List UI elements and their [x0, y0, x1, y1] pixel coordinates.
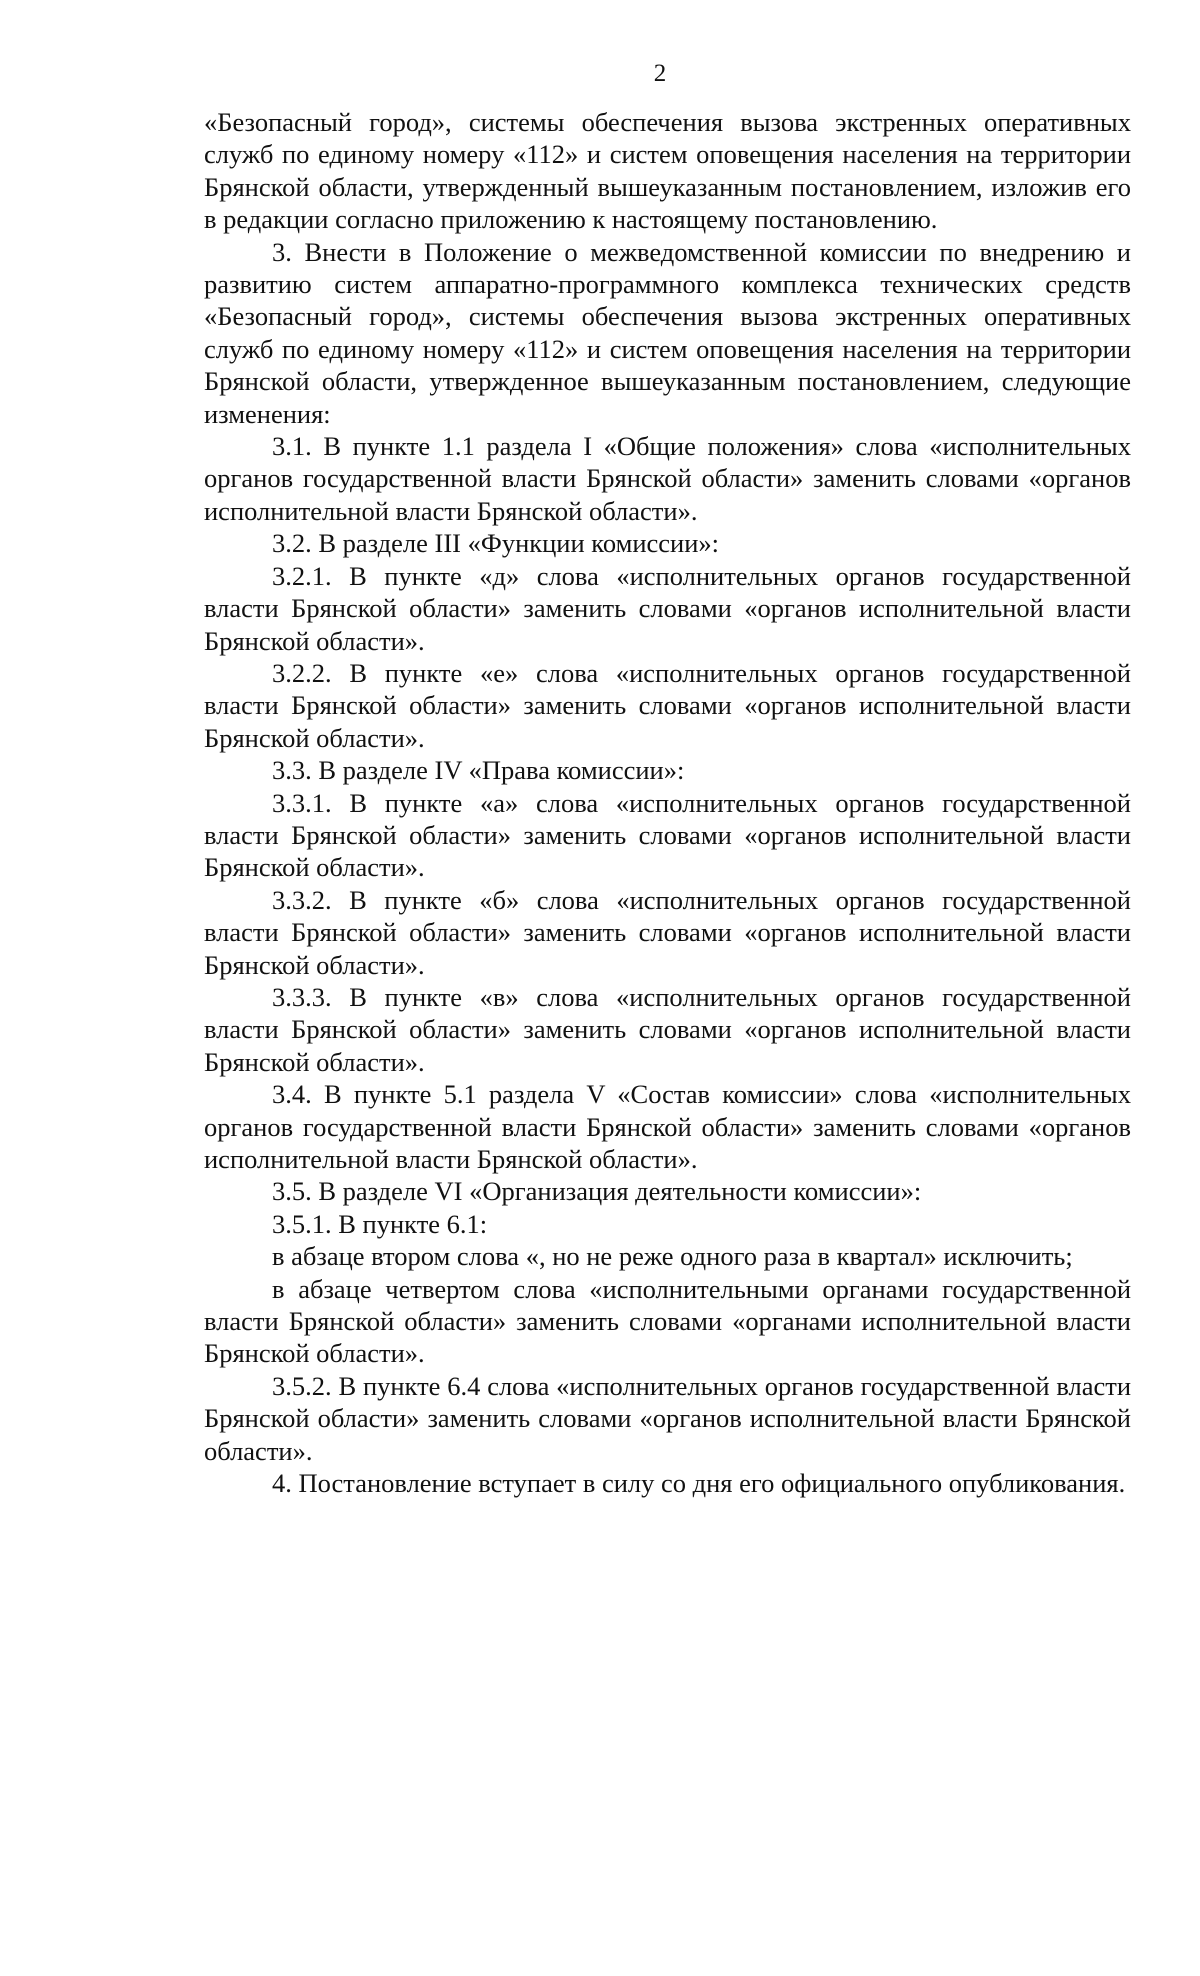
- paragraph: 3.3. В разделе IV «Права комиссии»:: [272, 755, 685, 786]
- paragraph: 3.3.2. В пункте «б» слова «исполнительных органов государственной власти Брянской области» заменить словами «органов исполнительной власти Брянской области».: [204, 884, 1131, 980]
- paragraph: 3.1. В пункте 1.1 раздела I «Общие положения» слова «исполнительных органов государственной власти Брянской области» заменить словами «органов исполнительной власти Брянской области».: [204, 431, 1131, 526]
- paragraph: 3. Внести в Положение о межведомственной комиссии по внедрению и развитию систем аппаратно-программного комплекса технических средств «Безопасный город», системы обеспечения вызова экстренных оперативных служб по единому номеру «112» и систем оповещения населения на территории Брянской области, утвержденное вышеуказанным постановлением, следующие изменения:: [204, 236, 1131, 429]
- paragraph: 4. Постановление вступает в силу со дня его официального опубликования.: [272, 1468, 1126, 1499]
- paragraph: 3.2. В разделе III «Функции комиссии»:: [272, 528, 720, 559]
- paragraph: в абзаце четвертом слова «исполнительными органами государственной власти Брянской области» заменить словами «органами исполнительной власти Брянской области».: [204, 1273, 1131, 1369]
- paragraph: в абзаце втором слова «, но не реже одного раза в квартал» исключить;: [272, 1241, 1073, 1272]
- paragraph: «Безопасный город», системы обеспечения вызова экстренных оперативных служб по единому номеру «112» и систем оповещения населения на территории Брянской области, утвержденный вышеуказанным постановлением, изложив его в редакции согласно приложению к настоящему постановлению.: [204, 107, 1131, 235]
- paragraph: 3.5.1. В пункте 6.1:: [272, 1208, 488, 1239]
- paragraph: 3.2.2. В пункте «е» слова «исполнительных органов государственной власти Брянской области» заменить словами «органов исполнительной власти Брянской области».: [204, 657, 1131, 753]
- document-body: [204, 106, 1131, 1499]
- paragraph: 3.3.1. В пункте «а» слова «исполнительных органов государственной власти Брянской области» заменить словами «органов исполнительной власти Брянской области».: [204, 787, 1131, 883]
- paragraph: 3.2.1. В пункте «д» слова «исполнительных органов государственной власти Брянской области» заменить словами «органов исполнительной власти Брянской области».: [204, 560, 1131, 656]
- paragraph: 3.3.3. В пункте «в» слова «исполнительных органов государственной власти Брянской области» заменить словами «органов исполнительной власти Брянской области».: [204, 981, 1131, 1077]
- page-number: 2: [653, 60, 667, 87]
- paragraph: 3.4. В пункте 5.1 раздела V «Состав комиссии» слова «исполнительных органов государственной власти Брянской области» заменить словами «органов исполнительной власти Брянской области».: [204, 1079, 1131, 1174]
- paragraph: 3.5. В разделе VI «Организация деятельности комиссии»:: [272, 1176, 922, 1207]
- paragraph: 3.5.2. В пункте 6.4 слова «исполнительных органов государственной власти Брянской области» заменить словами «органов исполнительной власти Брянской области».: [204, 1370, 1131, 1466]
